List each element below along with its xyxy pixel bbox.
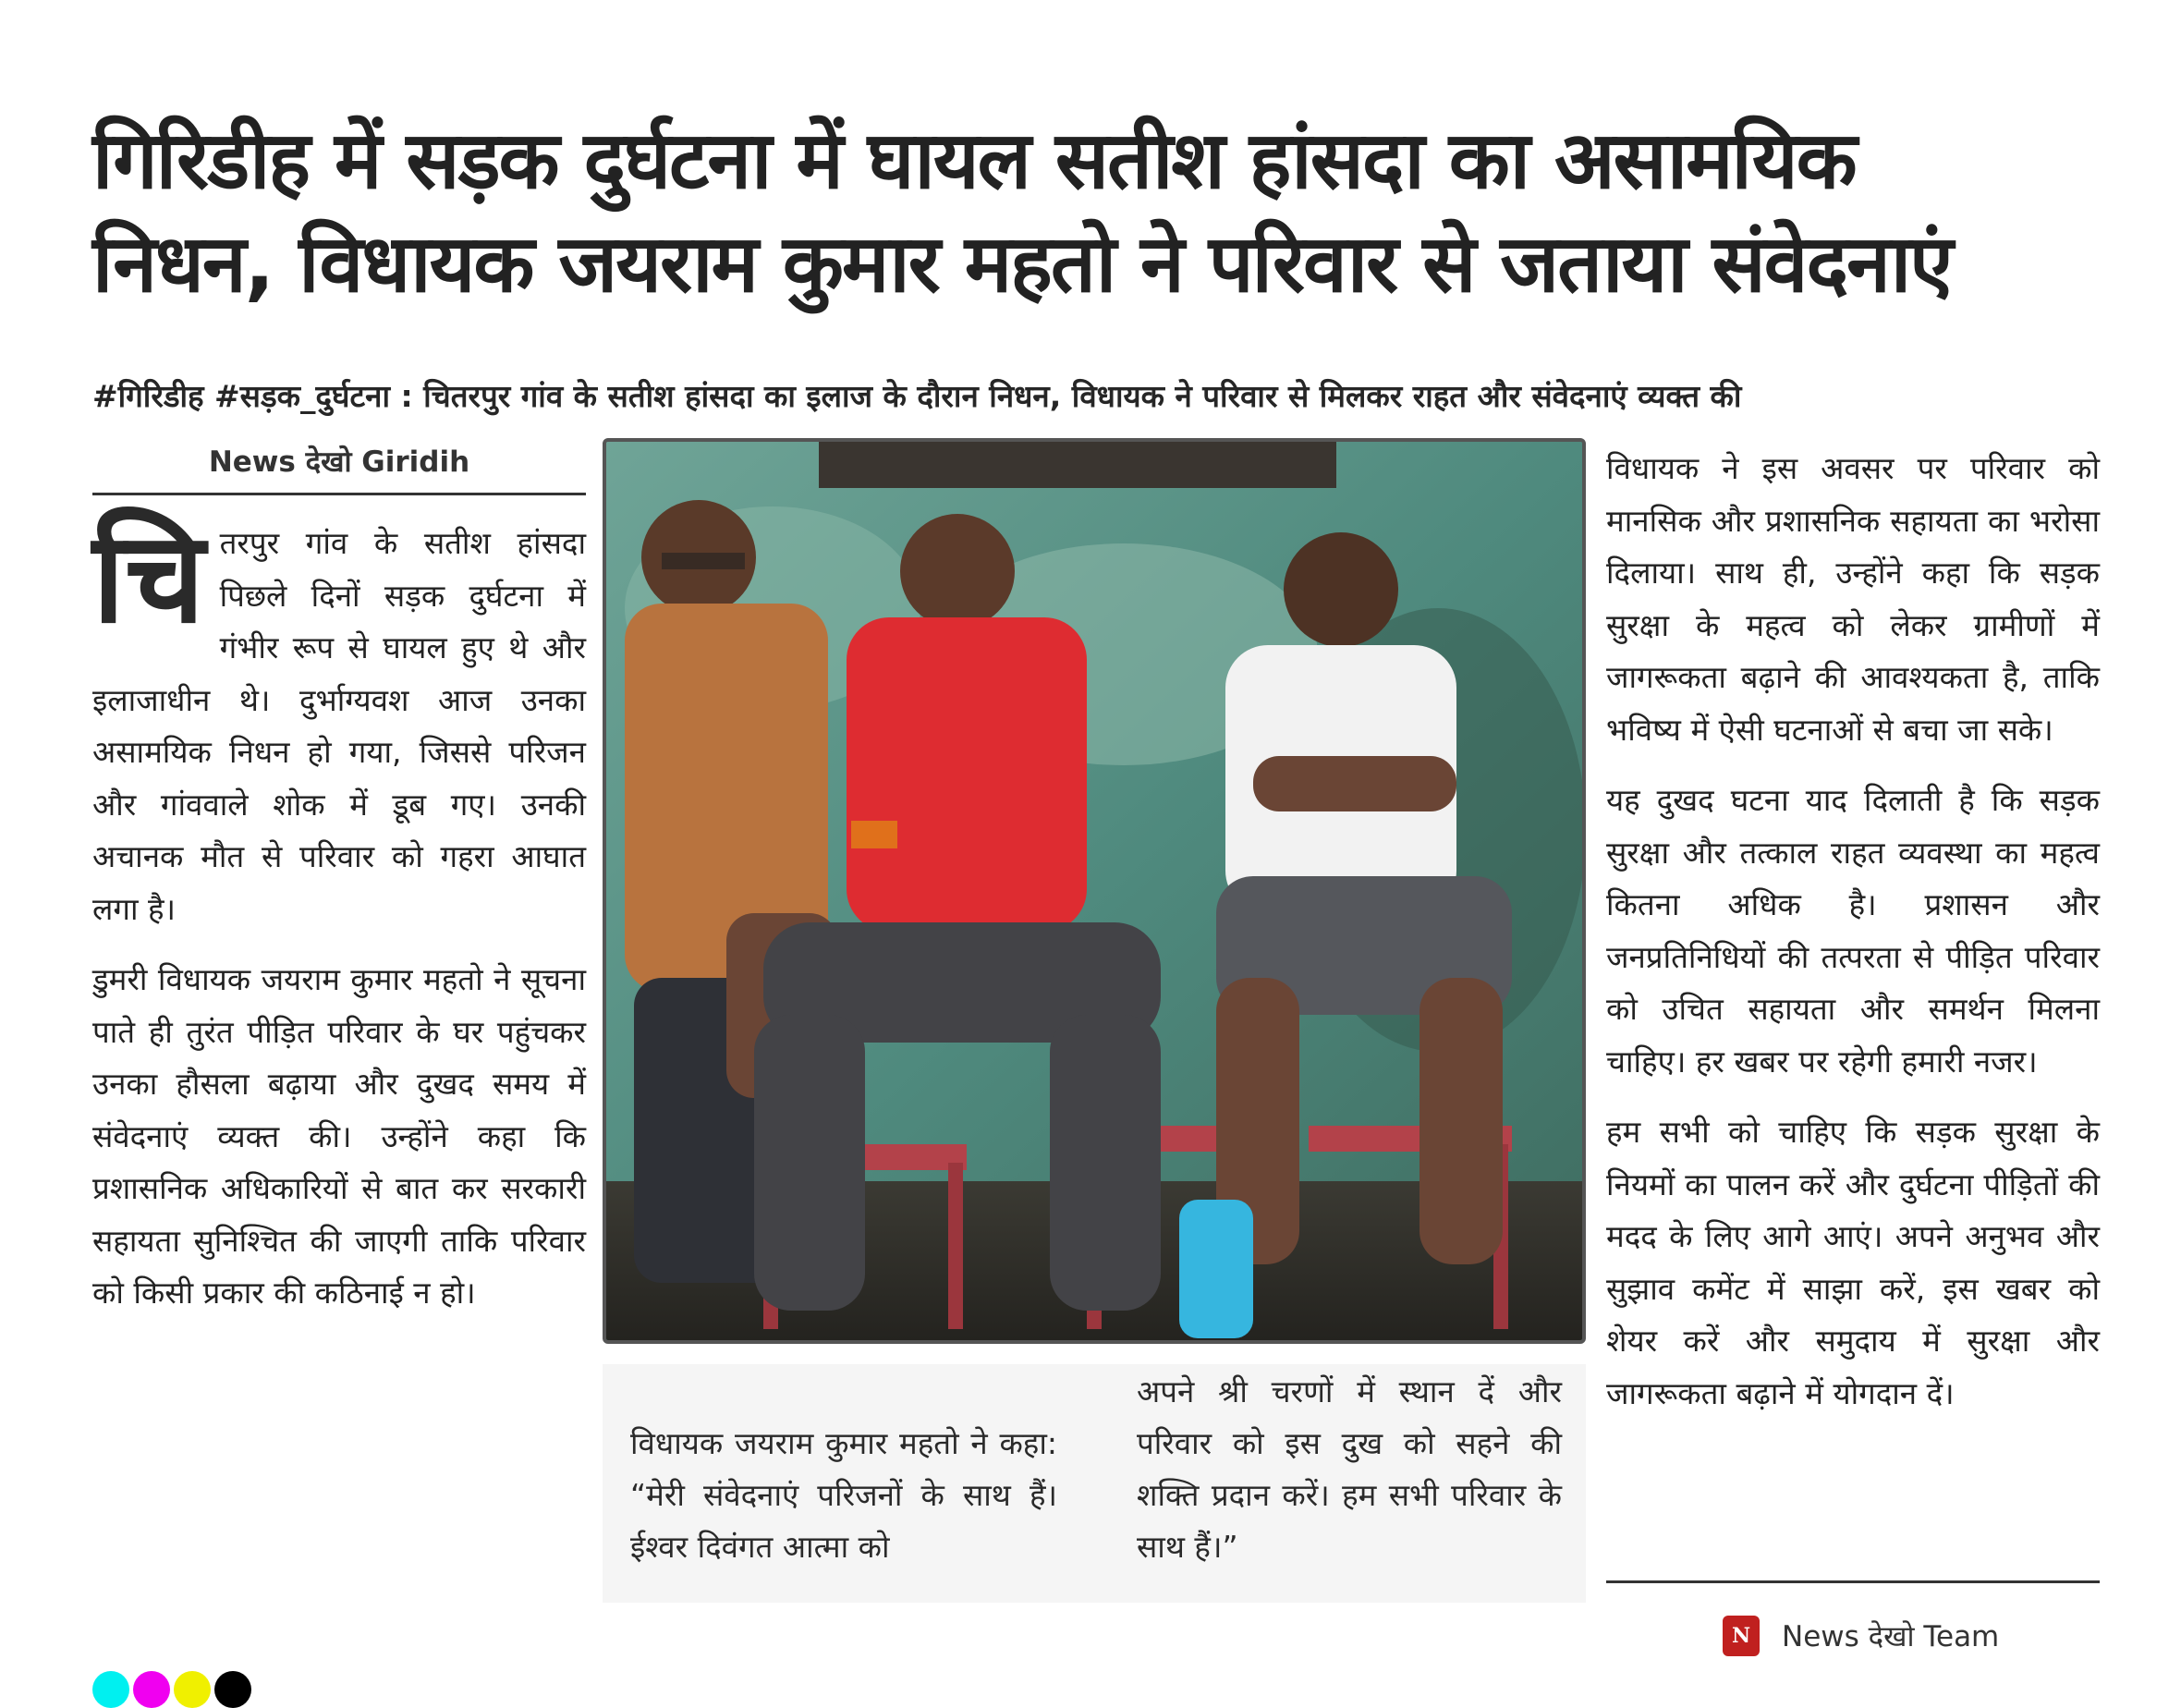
right-column <box>1606 443 2100 1438</box>
left-paragraph-1 <box>92 506 586 935</box>
left-paragraph-1-text: तरपुर गांव के सतीश हांसदा पिछले दिनों सड़क दुर्घटना में गंभीर रूप से घायल हुए थे और इलाजाधीन थे। दुर्भाग्यवश आज उनका असामयिक निधन हो गया, जिससे परिजन और गांववाले शोक में डूब गए। उनकी अचानक मौत से परिवार को गहरा आघात लगा है। <box>92 525 586 927</box>
news-dekho-logo-icon: N <box>1723 1616 1760 1656</box>
photo-caption <box>603 1364 1586 1603</box>
headline <box>92 109 2107 316</box>
left-paragraph-2: डुमरी विधायक जयराम कुमार महतो ने सूचना पाते ही तुरंत पीड़ित परिवार के घर पहुंचकर उनका हौसला बढ़ाया और दुखद समय में संवेदनाएं व्यक्त की। उन्होंने कहा कि प्रशासनिक अधिकारियों से बात कर सरकारी सहायता सुनिश्चित की जाएगी ताकि परिवार को किसी प्रकार की कठिनाई न हो। <box>92 961 586 1311</box>
subheadline: #गिरिडीह #सड़क_दुर्घटना : चितरपुर गांव के सतीश हांसदा का इलाज के दौरान निधन, विधायक ने परिवार से मिलकर राहत और संवेदनाएं व्यक्त की <box>92 378 1742 414</box>
magenta-dot <box>133 1671 170 1708</box>
dropcap: चि <box>92 506 205 652</box>
byline-divider <box>92 493 586 495</box>
footer-credit <box>1723 1616 1999 1656</box>
photo-illustration <box>606 442 1582 1340</box>
caption-part-2: अपने श्री चरणों में स्थान दें और परिवार को इस दुख को सहने की शक्ति प्रदान करें। हम सभी परिवार के साथ हैं।” <box>1137 1373 1562 1565</box>
black-dot <box>214 1671 251 1708</box>
byline: News देखो Giridih <box>208 445 470 479</box>
right-paragraph-2: यह दुखद घटना याद दिलाती है कि सड़क सुरक्षा और तत्काल राहत व्यवस्था का महत्व कितना अधिक है। प्रशासन और जनप्रतिनिधियों की तत्परता से पीड़ित परिवार को उचित सहायता और समर्थन मिलना चाहिए। हर खबर पर रहेगी हमारी नजर। <box>1606 782 2100 1080</box>
right-paragraph-1: विधायक ने इस अवसर पर परिवार को मानसिक और प्रशासनिक सहायता का भरोसा दिलाया। साथ ही, उन्होंने कहा कि सड़क सुरक्षा के महत्व को लेकर ग्रामीणों में जागरूकता बढ़ाने की आवश्यकता है, ताकि भविष्य में ऐसी घटनाओं से बचा जा सके। <box>1606 450 2100 748</box>
cyan-dot <box>92 1671 129 1708</box>
headline-line-2: निधन, विधायक जयराम कुमार महतो ने परिवार से जताया संवेदनाएं <box>92 218 1952 311</box>
left-column <box>92 506 586 1338</box>
color-registration-marks <box>92 1671 251 1708</box>
headline-line-1: गिरिडीह में सड़क दुर्घटना में घायल सतीश हांसदा का असामयिक <box>92 115 1856 207</box>
yellow-dot <box>174 1671 211 1708</box>
caption-part-1: विधायक जयराम कुमार महतो ने कहा: “मेरी संवेदनाएं परिजनों के साथ हैं। ईश्वर दिवंगत आत्मा को <box>630 1425 1057 1565</box>
article-photo <box>603 438 1586 1344</box>
right-column-divider <box>1606 1580 2100 1583</box>
right-paragraph-3: हम सभी को चाहिए कि सड़क सुरक्षा के नियमों का पालन करें और दुर्घटना पीड़ितों की मदद के लिए आगे आएं। अपने अनुभव और सुझाव कमेंट में साझा करें, इस खबर को शेयर करें और समुदाय में सुरक्षा और जागरूकता बढ़ाने में योगदान दें। <box>1606 1114 2100 1411</box>
team-credit: News देखो Team <box>1782 1620 2000 1653</box>
